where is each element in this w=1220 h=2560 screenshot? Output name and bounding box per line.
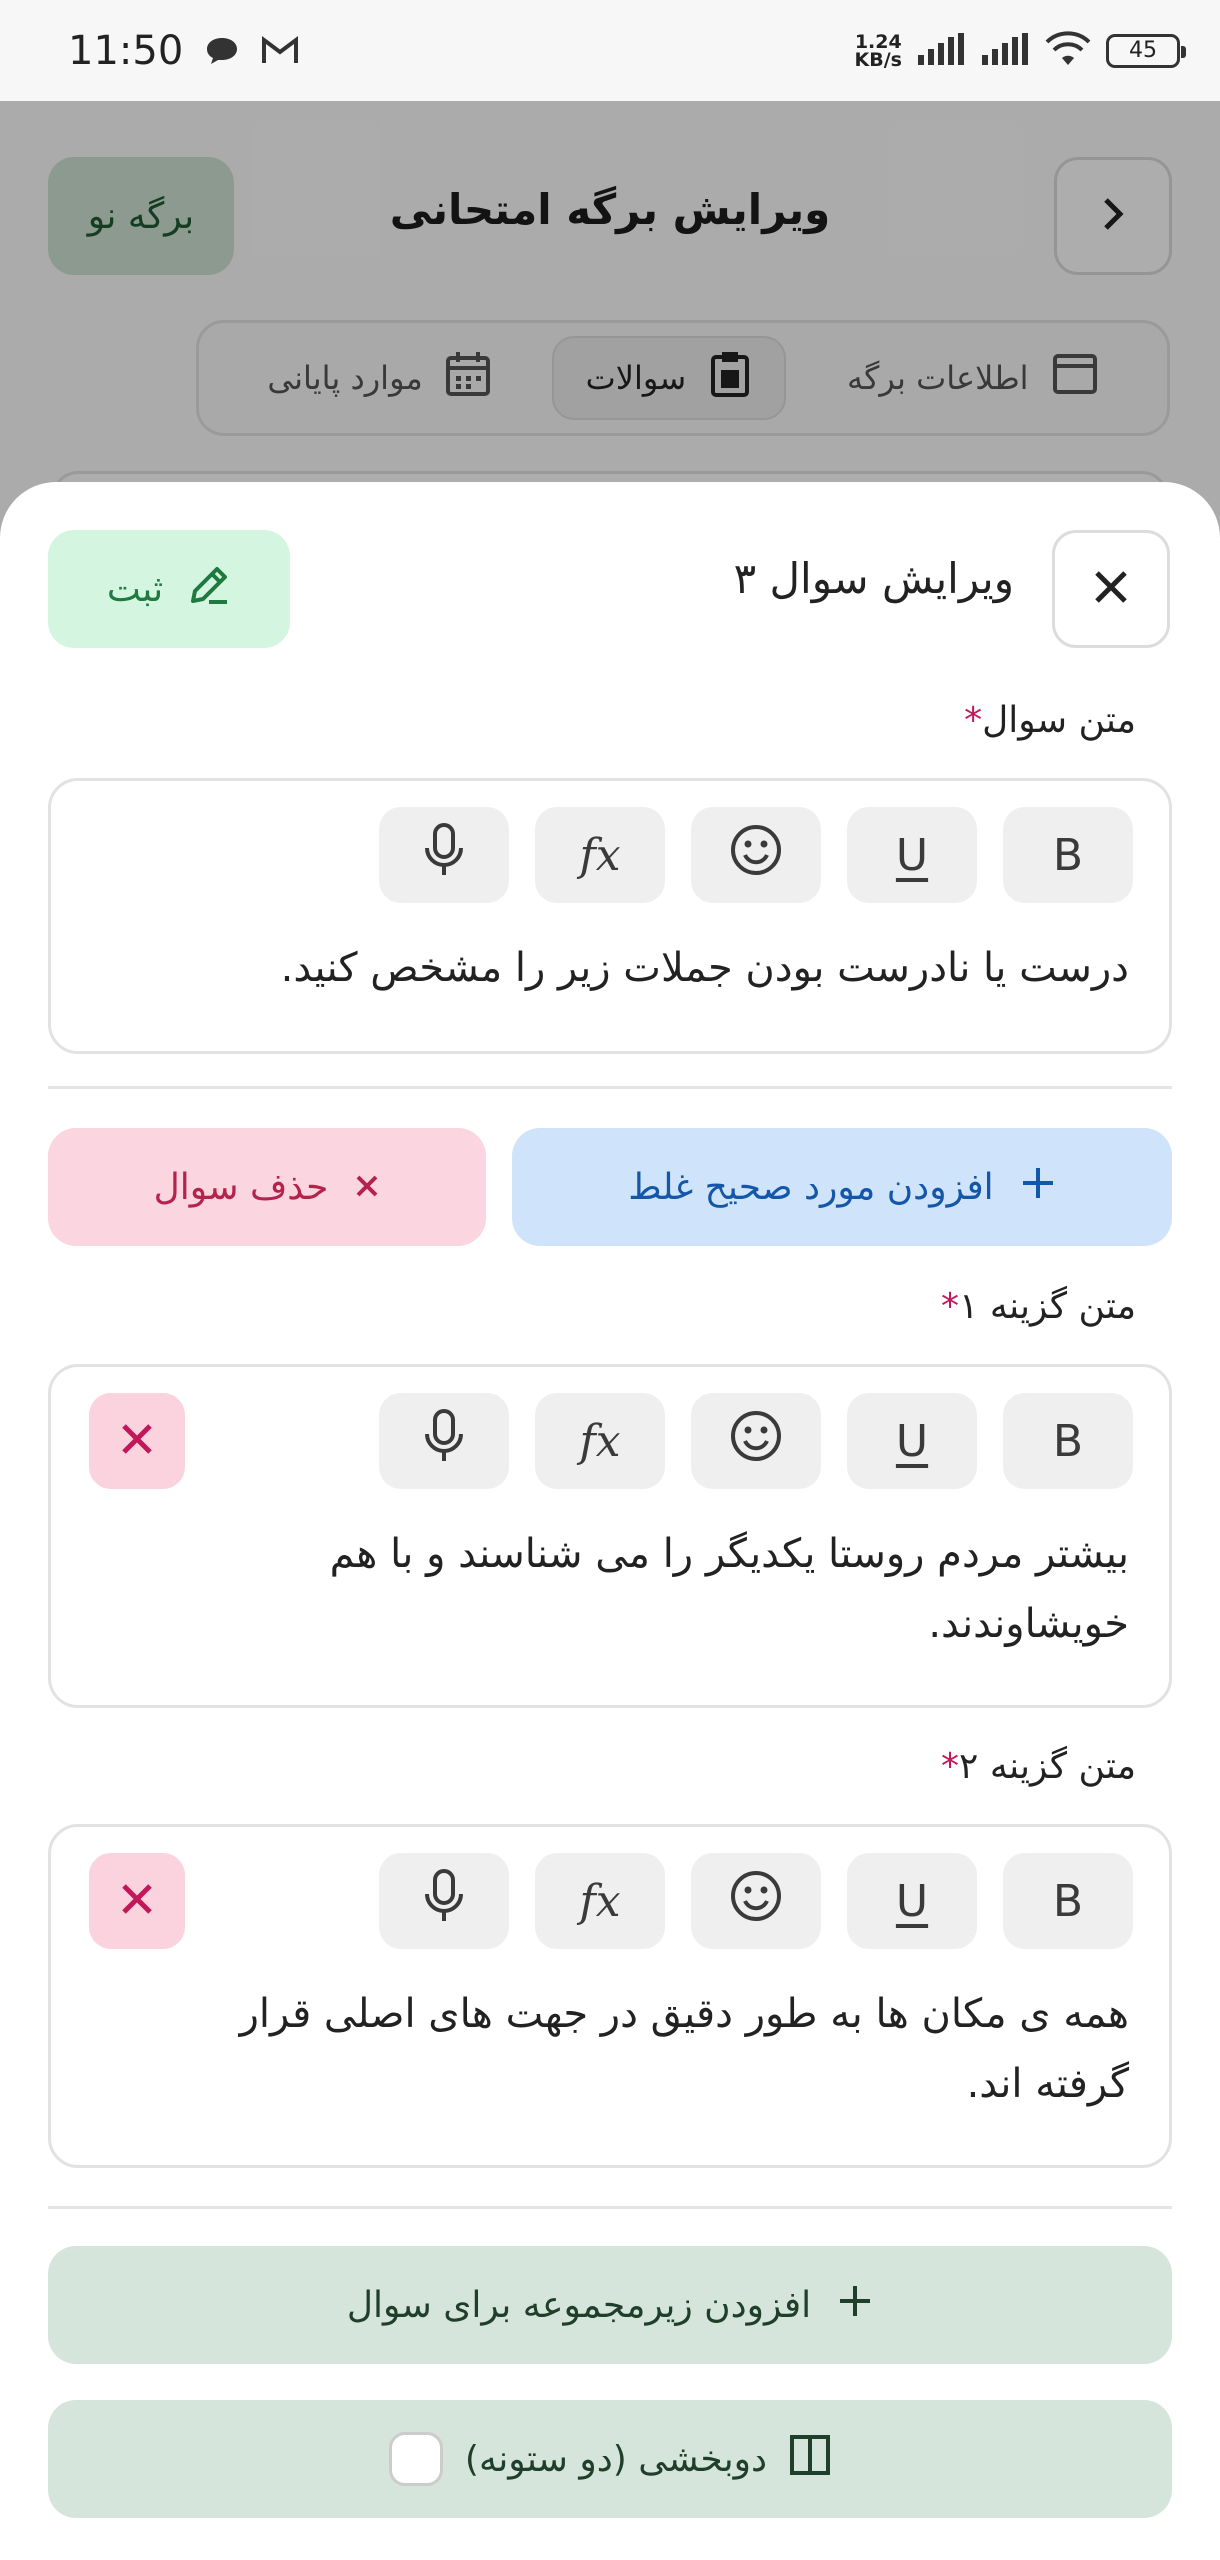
microphone-icon xyxy=(422,822,466,889)
status-bar xyxy=(0,0,1220,101)
close-button[interactable] xyxy=(1052,530,1170,648)
sheet-title: ویرایش سوال ۳ xyxy=(733,554,1014,603)
battery-icon: 45 xyxy=(1106,34,1180,68)
tab-final-items[interactable]: موارد پایانی xyxy=(235,336,522,420)
tab-sheet-info[interactable]: اطلاعات برگه xyxy=(815,336,1131,420)
underline-button[interactable]: U xyxy=(847,1393,977,1489)
delete-question-button[interactable]: حذف سوال xyxy=(48,1128,486,1246)
option-1-label: متن گزینه ۱* xyxy=(941,1286,1136,1327)
status-right xyxy=(855,31,1180,71)
formula-button[interactable]: fx xyxy=(535,1393,665,1489)
option-1-editor[interactable] xyxy=(48,1364,1172,1708)
smiley-icon xyxy=(729,823,783,888)
emoji-button[interactable] xyxy=(691,807,821,903)
required-mark: * xyxy=(964,700,983,741)
add-subset-button[interactable]: افزودن زیرمجموعه برای سوال xyxy=(48,2246,1172,2364)
option-2-text[interactable]: همه ی مکان ها به طور دقیق در جهت های اصلی قرار گرفته اند. xyxy=(239,1991,1129,2107)
voice-button[interactable] xyxy=(379,1393,509,1489)
delete-option-1-button[interactable] xyxy=(89,1393,185,1489)
plus-icon xyxy=(837,2283,873,2328)
editor-toolbar xyxy=(379,1393,1133,1489)
smiley-icon xyxy=(729,1409,783,1474)
question-text-label: متن سوال* xyxy=(964,700,1136,741)
smiley-icon xyxy=(729,1869,783,1934)
network-speed: 1.24 KB/s xyxy=(854,30,902,71)
close-icon xyxy=(120,1882,154,1920)
pencil-icon xyxy=(187,563,231,616)
question-editor[interactable] xyxy=(48,778,1172,1054)
emoji-button[interactable] xyxy=(691,1393,821,1489)
new-sheet-button[interactable]: برگه نو xyxy=(48,157,234,275)
microphone-icon xyxy=(422,1408,466,1475)
editor-toolbar xyxy=(379,1853,1133,1949)
submit-button[interactable]: ثبت xyxy=(48,530,290,648)
formula-button[interactable]: fx xyxy=(535,807,665,903)
tab-questions[interactable]: سوالات xyxy=(552,336,787,420)
wifi-icon xyxy=(1044,31,1092,71)
option-2-label: متن گزینه ۲* xyxy=(941,1746,1136,1787)
delete-option-2-button[interactable] xyxy=(89,1853,185,1949)
bold-button[interactable]: B xyxy=(1003,1853,1133,1949)
required-mark: * xyxy=(941,1746,960,1787)
question-text[interactable]: درست یا نادرست بودن جملات زیر را مشخص کنید. xyxy=(280,945,1129,991)
voice-button[interactable] xyxy=(379,807,509,903)
required-mark: * xyxy=(941,1286,960,1327)
edit-question-sheet xyxy=(0,482,1220,2560)
option-1-text[interactable]: بیشتر مردم روستا یکدیگر را می شناسند و با هم خویشاوندند. xyxy=(329,1531,1129,1647)
divider xyxy=(48,2206,1172,2209)
underline-button[interactable]: U xyxy=(847,1853,977,1949)
bold-button[interactable]: B xyxy=(1003,1393,1133,1489)
signal-icon xyxy=(916,33,966,69)
columns-icon xyxy=(789,2434,831,2485)
status-left xyxy=(68,28,299,74)
signal-icon xyxy=(980,33,1030,69)
gmail-icon xyxy=(261,36,299,66)
underline-button[interactable]: U xyxy=(847,807,977,903)
close-icon xyxy=(354,1167,380,1208)
close-icon xyxy=(120,1422,154,1460)
divider xyxy=(48,1086,1172,1089)
bold-button[interactable]: B xyxy=(1003,807,1133,903)
microphone-icon xyxy=(422,1868,466,1935)
plus-icon xyxy=(1020,1165,1056,1210)
close-icon xyxy=(1091,567,1131,611)
status-time: 11:50 xyxy=(68,27,184,74)
formula-button[interactable]: fx xyxy=(535,1853,665,1949)
chat-bubble-icon xyxy=(205,36,239,66)
voice-button[interactable] xyxy=(379,1853,509,1949)
sheet-header xyxy=(0,482,1220,662)
option-2-editor[interactable] xyxy=(48,1824,1172,2168)
page-title: ویرایش برگه امتحانی xyxy=(389,185,831,234)
two-column-toggle[interactable]: دوبخشی (دو ستونه) xyxy=(48,2400,1172,2518)
emoji-button[interactable] xyxy=(691,1853,821,1949)
two-column-checkbox[interactable] xyxy=(389,2432,443,2486)
editor-toolbar xyxy=(379,807,1133,903)
add-true-false-button[interactable]: افزودن مورد صحیح غلط xyxy=(512,1128,1172,1246)
